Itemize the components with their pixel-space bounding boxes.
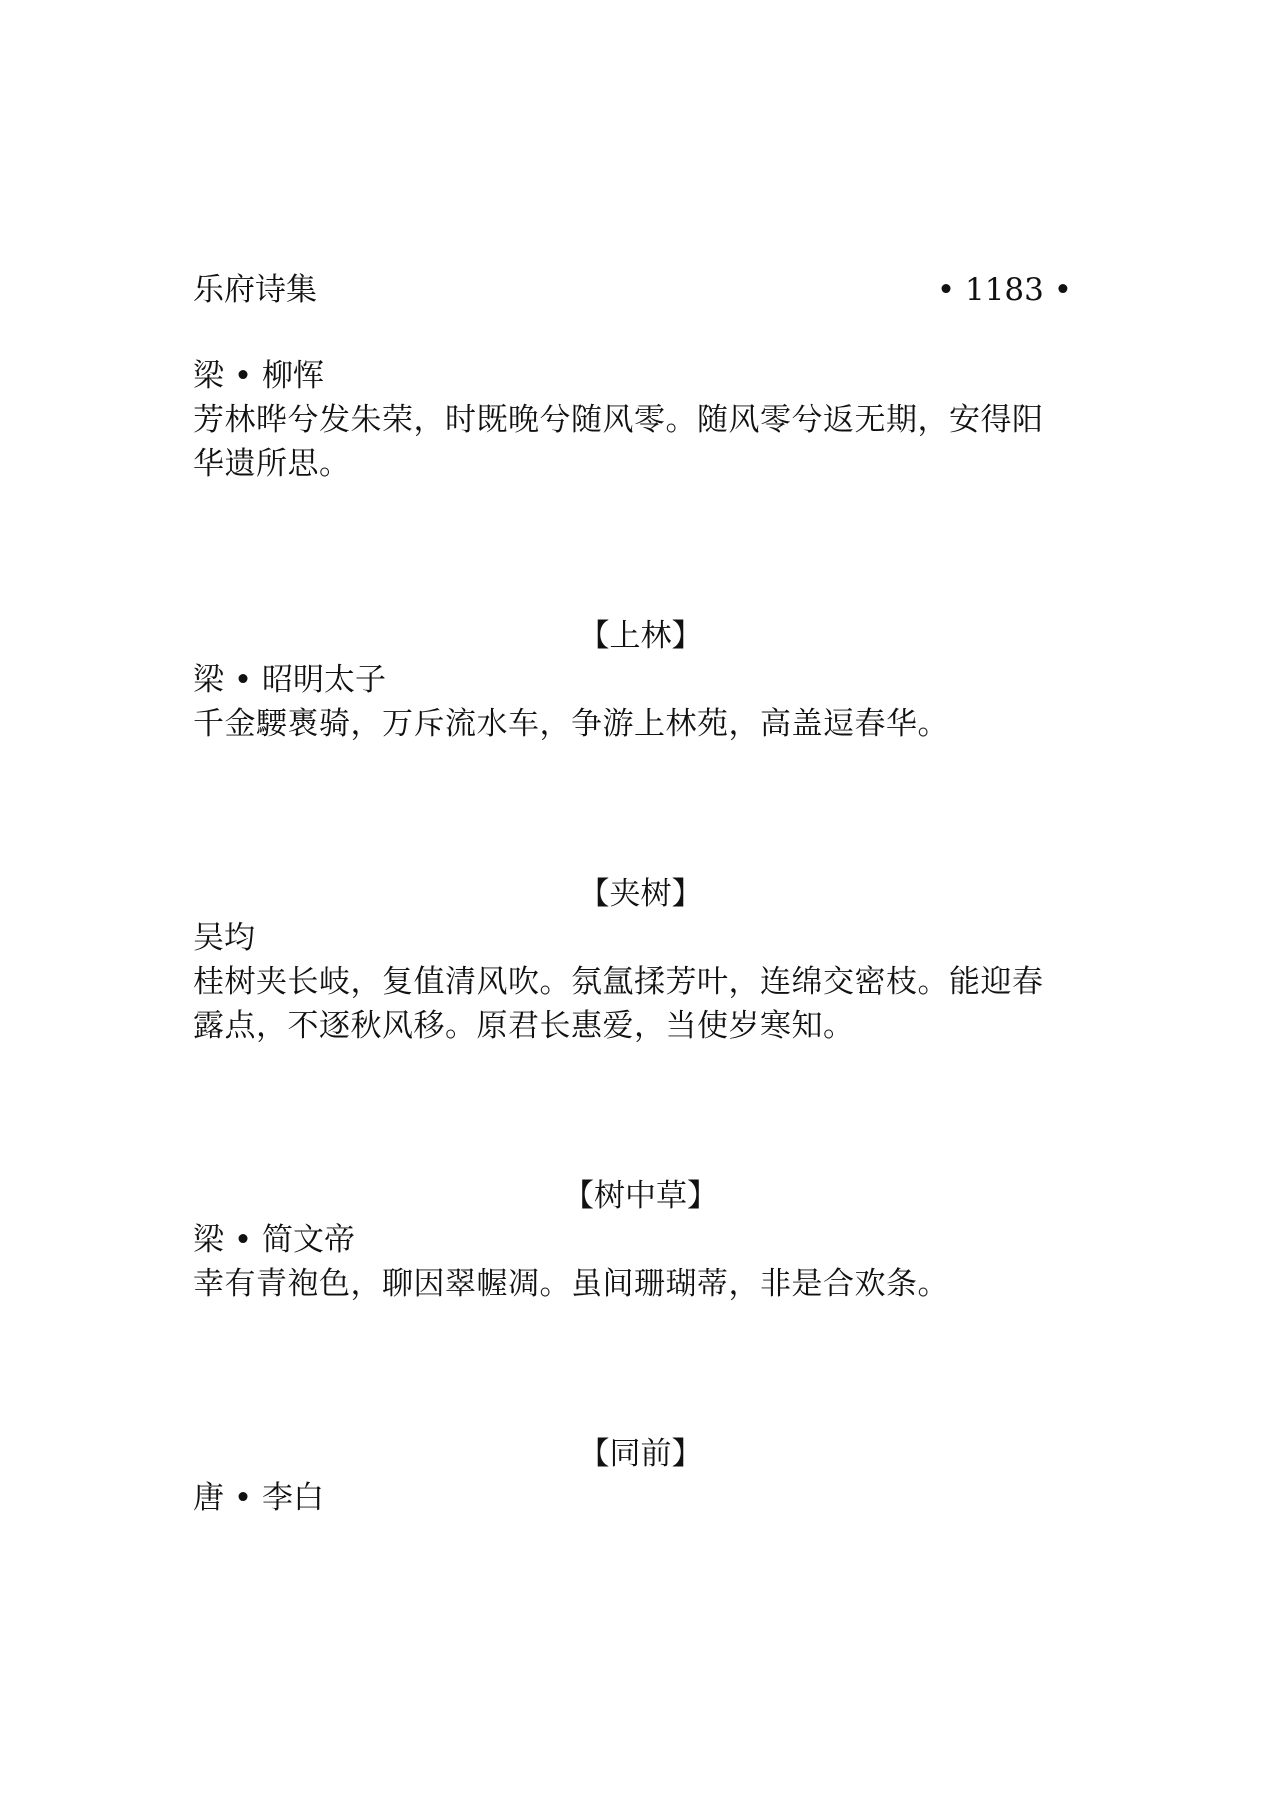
poem-section-tongqian [193, 1432, 1088, 1520]
page-number: • 1183 • [936, 272, 1072, 308]
poem-title: 【同前】 [578, 1436, 703, 1472]
poem-section-jiashu [193, 872, 1088, 1048]
poem-section-liu-yun [193, 354, 1088, 486]
poem-line: 幸有青袍色，聊因翠幄凋。虽间珊瑚蒂，非是合欢条。 [193, 1266, 949, 1302]
poem-line: 露点，不逐秋风移。原君长惠爱，当使岁寒知。 [193, 1008, 855, 1044]
poem-line: 芳林晔兮发朱荣，时既晚兮随风零。随风零兮返无期，安得阳 [193, 402, 1044, 438]
poem-title: 【树中草】 [563, 1178, 718, 1214]
poem-title: 【上林】 [578, 618, 703, 654]
poem-author: 吴均 [193, 920, 255, 956]
poem-section-shuzhongcao [193, 1174, 1088, 1306]
poem-line: 桂树夹长岐，复值清风吹。氛氲揉芳叶，连绵交密枝。能迎春 [193, 964, 1044, 1000]
poem-line: 华遗所思。 [193, 446, 351, 482]
poem-title: 【夹树】 [578, 876, 703, 912]
book-title: 乐府诗集 [193, 272, 317, 308]
poem-section-shanglin [193, 614, 1088, 746]
poem-line: 千金騕褭骑，万斥流水车，争游上林苑，高盖逗春华。 [193, 706, 949, 742]
poem-author: 梁 • 柳恽 [193, 358, 324, 394]
poem-author: 梁 • 简文帝 [193, 1222, 355, 1258]
poem-author: 唐 • 李白 [193, 1480, 324, 1516]
poem-author: 梁 • 昭明太子 [193, 662, 386, 698]
